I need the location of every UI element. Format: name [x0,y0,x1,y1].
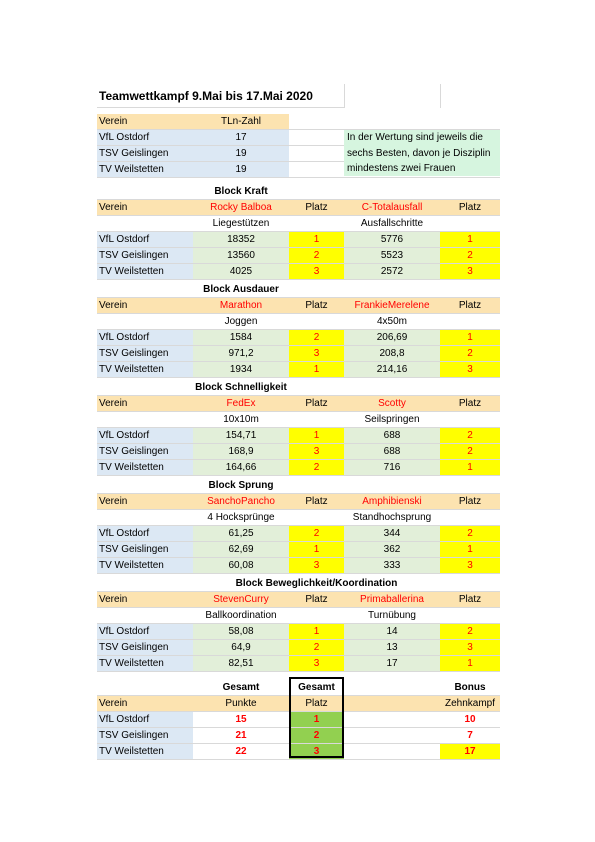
platz-value: 3 [289,444,344,459]
header-platz: Platz [289,200,344,215]
summary-empty [344,696,440,711]
result-value: 971,2 [193,346,289,361]
table-row [97,460,500,476]
block-title: Block Ausdauer [203,284,279,295]
summary-bonus-label: Bonus [454,682,486,693]
platz-value: 1 [289,542,344,557]
block-title: Block Schnelligkeit [195,382,287,393]
summary-gesamt-label: Gesamt [222,682,260,693]
result-value: 62,69 [193,542,289,557]
exercise-name: Turnübung [368,610,416,621]
verein-name: TV Weilstetten [97,264,193,279]
platz-value: 3 [440,362,500,377]
result-value: 60,08 [193,558,289,573]
header-platz: Platz [440,592,500,607]
summary-verein-label: Verein [97,696,193,711]
platz-value: 2 [289,330,344,345]
table-row [97,362,500,378]
platz-value: 3 [440,640,500,655]
summary-verein: TSV Geislingen [97,728,193,743]
result-value: 362 [344,542,440,557]
result-value: 61,25 [193,526,289,541]
platz-value: 2 [440,346,500,361]
discipline-name: SanchoPancho [193,494,289,509]
verein-name: VfL Ostdorf [97,624,193,639]
info-verein: TV Weilstetten [97,162,193,177]
header-verein: Verein [97,200,193,215]
platz-value: 2 [440,248,500,263]
result-value: 5523 [344,248,440,263]
summary-bonus: 7 [467,730,473,741]
info-header-verein: Verein [97,114,193,129]
table-row [97,232,500,248]
result-value: 344 [344,526,440,541]
block-header-row [97,494,500,510]
platz-value: 3 [289,264,344,279]
platz-value: 3 [440,264,500,279]
verein-name: TSV Geislingen [97,444,193,459]
summary-platz-label: Platz [289,696,344,711]
discipline-name: Scotty [344,396,440,411]
summary-row [97,728,500,744]
header-verein: Verein [97,298,193,313]
platz-value: 2 [440,428,500,443]
platz-value: 1 [440,542,500,557]
verein-name: TSV Geislingen [97,248,193,263]
exercise-name: Seilspringen [364,414,420,425]
table-row [97,248,500,264]
result-value: 154,71 [193,428,289,443]
exercise-name: Standhochsprung [352,512,432,523]
platz-value: 1 [289,428,344,443]
result-value: 1934 [193,362,289,377]
summary-platz: 2 [289,728,344,743]
verein-name: TV Weilstetten [97,362,193,377]
summary-zehnkampf-label: Zehnkampf [440,696,500,711]
discipline-name: Rocky Balboa [193,200,289,215]
block-title: Block Sprung [208,480,274,491]
header-platz: Platz [440,396,500,411]
exercise-name: 10x10m [223,414,259,425]
verein-name: TV Weilstetten [97,558,193,573]
header-platz: Platz [289,396,344,411]
block-sub-row [97,412,500,428]
block-header-row [97,592,500,608]
platz-value: 2 [440,624,500,639]
summary-bonus: 10 [464,714,476,725]
rules-note-line: sechs Besten, davon je Disziplin [347,147,491,159]
result-value: 58,08 [193,624,289,639]
result-value: 333 [344,558,440,573]
block-title: Block Kraft [214,186,268,197]
summary-platz: 3 [289,744,344,759]
header-platz: Platz [440,200,500,215]
block-header-row [97,396,500,412]
header-verein: Verein [97,494,193,509]
block-sub-row [97,608,500,624]
platz-value: 1 [440,656,500,671]
info-tln: 19 [193,146,289,161]
block-title-row [97,184,500,200]
verein-name: TV Weilstetten [97,460,193,475]
summary-punkte: 21 [235,730,247,741]
summary-platz: 1 [289,712,344,727]
platz-value: 1 [289,624,344,639]
platz-value: 2 [289,460,344,475]
result-value: 206,69 [344,330,440,345]
table-row [97,330,500,346]
platz-value: 2 [440,444,500,459]
platz-value: 3 [440,558,500,573]
table-row [97,444,500,460]
platz-value: 1 [440,460,500,475]
header-platz: Platz [289,298,344,313]
block-sub-row [97,510,500,526]
result-value: 17 [344,656,440,671]
block-sub-row [97,216,500,232]
header-platz: Platz [440,298,500,313]
header-platz: Platz [289,592,344,607]
summary-punkte: 22 [235,746,247,757]
block-header-row [97,200,500,216]
table-row [97,640,500,656]
summary-bonus: 17 [440,744,500,759]
platz-value: 2 [289,640,344,655]
exercise-name: 4 Hocksprünge [207,512,275,523]
block-title: Block Beweglichkeit/Koordination [235,578,398,589]
discipline-name: C-Totalausfall [344,200,440,215]
result-value: 18352 [193,232,289,247]
table-row [97,542,500,558]
info-tln: 17 [193,130,289,145]
summary-header-row [97,696,500,712]
table-row [97,346,500,362]
result-value: 214,16 [344,362,440,377]
table-row [97,558,500,574]
summary-verein: TV Weilstetten [97,744,193,759]
verein-name: TV Weilstetten [97,656,193,671]
discipline-name: FrankieMerelene [344,298,440,313]
platz-value: 3 [289,656,344,671]
result-value: 688 [344,428,440,443]
result-value: 1584 [193,330,289,345]
verein-name: TSV Geislingen [97,640,193,655]
result-value: 14 [344,624,440,639]
summary-row [97,744,500,760]
result-value: 13560 [193,248,289,263]
platz-value: 1 [440,232,500,247]
result-value: 168,9 [193,444,289,459]
result-value: 208,8 [344,346,440,361]
block-title-row [97,576,500,592]
summary-row [97,712,500,728]
rules-note [344,130,500,176]
result-value: 64,9 [193,640,289,655]
table-row [97,526,500,542]
discipline-name: FedEx [193,396,289,411]
grid-line [344,84,345,108]
rules-note-line: mindestens zwei Frauen [347,163,456,174]
verein-name: TSV Geislingen [97,542,193,557]
info-verein: TSV Geislingen [97,146,193,161]
result-value: 82,51 [193,656,289,671]
sheet-title: Teamwettkampf 9.Mai bis 17.Mai 2020 [97,84,344,108]
table-row [97,428,500,444]
verein-name: VfL Ostdorf [97,428,193,443]
exercise-name: Joggen [224,316,258,327]
summary-punkte-label: Punkte [193,696,289,711]
info-verein: VfL Ostdorf [97,130,193,145]
platz-value: 1 [289,232,344,247]
summary-verein: VfL Ostdorf [97,712,193,727]
summary-gesamt2-label: Gesamt [298,682,335,693]
platz-value: 1 [289,362,344,377]
table-row [97,624,500,640]
result-value: 164,66 [193,460,289,475]
header-verein: Verein [97,396,193,411]
table-row [97,264,500,280]
discipline-name: Amphibienski [344,494,440,509]
result-value: 5776 [344,232,440,247]
block-sub-row [97,314,500,330]
platz-value: 2 [289,248,344,263]
block-header-row [97,298,500,314]
platz-value: 3 [289,346,344,361]
exercise-name: Ballkoordination [205,610,277,621]
header-verein: Verein [97,592,193,607]
block-title-row [97,282,500,298]
block-title-row [97,380,500,396]
platz-value: 2 [289,526,344,541]
verein-name: VfL Ostdorf [97,232,193,247]
discipline-name: Marathon [193,298,289,313]
result-value: 4025 [193,264,289,279]
result-value: 716 [344,460,440,475]
block-title-row [97,478,500,494]
exercise-name: Liegestützen [212,218,270,229]
platz-value: 3 [289,558,344,573]
grid-line [440,84,441,108]
discipline-name: Primaballerina [344,592,440,607]
header-platz: Platz [289,494,344,509]
table-row [97,656,500,672]
result-value: 2572 [344,264,440,279]
info-header-row [97,114,500,130]
discipline-name: StevenCurry [193,592,289,607]
info-tln: 19 [193,162,289,177]
summary-punkte: 15 [235,714,247,725]
platz-value: 1 [440,330,500,345]
verein-name: TSV Geislingen [97,346,193,361]
exercise-name: 4x50m [376,316,407,327]
rules-note-line: In der Wertung sind jeweils die [347,132,483,143]
result-value: 688 [344,444,440,459]
verein-name: VfL Ostdorf [97,526,193,541]
verein-name: VfL Ostdorf [97,330,193,345]
platz-value: 2 [440,526,500,541]
header-platz: Platz [440,494,500,509]
exercise-name: Ausfallschritte [360,218,424,229]
result-value: 13 [344,640,440,655]
info-header-tln: TLn-Zahl [193,114,289,129]
summary-title-row [97,680,500,696]
